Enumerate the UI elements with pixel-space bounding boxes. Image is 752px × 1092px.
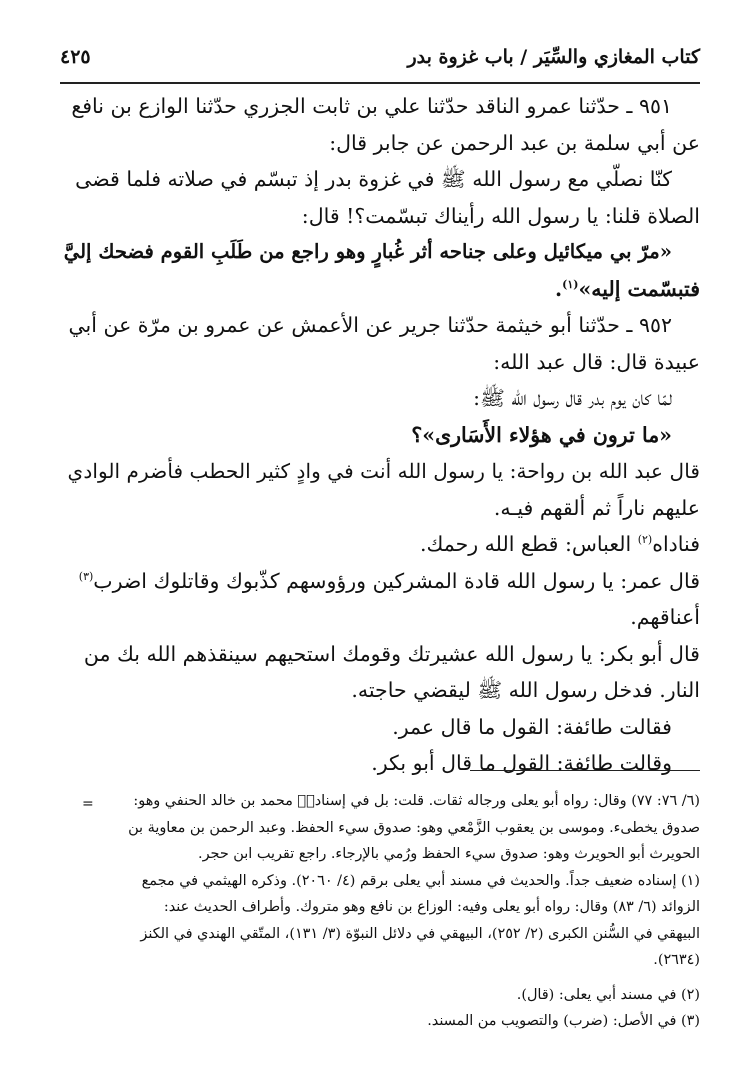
footnote-line: (٦/ ٧٦: ٧٧) وقال: رواه أبو يعلى ورجاله ثقات. قلت: بل في إسنادهٖ محمد بن خالد الحنفي وهو:	[133, 793, 700, 809]
header-rule	[60, 82, 700, 84]
hadith-951	[60, 88, 700, 307]
footnote-line: البيهقي في السُّنن الكبرى (٢/ ٢٥٢)، البيهقي في دلائل النبوّة (٣/ ١٣١)، المتّقي الهندي في الكنز	[140, 925, 700, 942]
text-line: فقالت طائفة: القول ما قال عمر.	[392, 714, 672, 739]
footnote-separator	[470, 770, 700, 771]
hadith-952	[60, 307, 700, 782]
text-line: النار. فدخل رسول الله ﷺ ليقضي حاجته.	[351, 678, 700, 702]
text-line: عبيدة قال: قال عبد الله:	[493, 349, 700, 374]
footnote-line: (٣) في الأصل: (ضرب) والتصويب من المسند.	[427, 1013, 700, 1029]
footnote-continuation	[60, 788, 700, 868]
page-number: ٤٢٥	[60, 46, 91, 68]
period: .	[554, 276, 563, 301]
footnote-line: صدوق يخطىء. وموسى بن يعقوب الزَّمْعي وهو: صدوق سيء الحفظ. وعبد الرحمن بن معاوية بن	[128, 819, 700, 836]
text-line: ٩٥١ ـ حدّثنا عمرو الناقد حدّثنا علي بن ثابت الجزري حدّثنا الوازع بن نافع	[71, 94, 672, 118]
text-line: أعناقهم.	[630, 605, 700, 629]
text-line: قال أبو بكر: يا رسول الله عشيرتك وقومك استحيهم سينقذهم الله بك من	[83, 641, 700, 666]
footnote-line: (٢٦٣٤).	[653, 952, 700, 968]
text-line: قال عبد الله بن رواحة: يا رسول الله أنت في وادٍ كثير الحطب فأضرم الوادي	[67, 459, 700, 483]
footnote-ref[interactable]: (١)	[562, 277, 579, 291]
quote-text: فتبسّمت إليه»	[578, 276, 700, 301]
header-title: كتاب المغازي والسِّيَر / باب غزوة بدر	[407, 46, 700, 68]
footnote-line: الزوائد (٦/ ٨٣) وقال: رواه أبو يعلى وفيه: الوزاع بن نافع وهو متروك. وأطراف الحديث عند:	[163, 899, 700, 915]
footnote-3	[60, 1008, 700, 1035]
text-part: العباس: قطع الله رحمك.	[419, 532, 638, 556]
running-header	[60, 42, 700, 82]
footnote-line: (٢) في مسند أبي يعلى: (قال).	[516, 986, 700, 1003]
text-line: ٩٥٢ ـ حدّثنا أبو خيثمة حدّثنا جرير عن الأعمش عن عمرو بن مرّة عن أبي	[68, 313, 672, 337]
text-line	[60, 526, 700, 563]
footnote-line: (١) إسناده ضعيف جداً. والحديث في مسند أبي يعلى برقم (٤/ ٢٠٦٠). وذكره الهيثمي في مجمع	[141, 872, 700, 889]
footnote-1	[60, 868, 700, 974]
text-line: عن أبي سلمة بن عبد الرحمن عن جابر قال:	[329, 130, 700, 155]
text-line: لمّا كان يوم بدر قال رسول الله ﷺ:	[473, 386, 672, 410]
footnote-2	[60, 982, 700, 1009]
main-text	[60, 88, 700, 782]
footnote-ref[interactable]: (٢)	[637, 533, 653, 547]
continuation-mark: =	[82, 796, 94, 812]
spacer	[60, 974, 700, 982]
footnotes	[60, 788, 700, 1035]
text-line: عليهم ناراً ثم ألقهم فيـه.	[493, 495, 700, 520]
text-line: وقالت طائفة: القول ما قال أبو بكر.	[371, 751, 672, 775]
prophetic-quote-line	[60, 271, 700, 308]
prophetic-quote-line: «مرّ بي ميكائيل وعلى جناحه أثر غُبارٍ وهو راجع من طَلَبِ القوم فضحك إليَّ	[63, 240, 672, 263]
text-line: الصلاة قلنا: يا رسول الله رأيناك تبسّمت؟! قال:	[301, 203, 700, 228]
text-part: فناداه	[652, 532, 700, 556]
prophetic-quote-line: «ما ترون في هؤلاء الأَسَارى»؟	[411, 422, 672, 447]
text-line: كنّا نصلّي مع رسول الله ﷺ في غزوة بدر إذ تبسّم في صلاته فلما قضى	[75, 167, 672, 191]
text-part: قال عمر: يا رسول الله قادة المشركين ورؤوسهم كذّبوك وقاتلوك اضرب	[93, 568, 700, 593]
footnote-line: الحويرث أبو الحويرث وهو: صدوق سيء الحفظ ورُمي بالإرجاء. راجع تقريب ابن حجر.	[198, 846, 700, 862]
text-line	[60, 563, 700, 600]
footnote-ref[interactable]: (٣)	[78, 569, 94, 583]
